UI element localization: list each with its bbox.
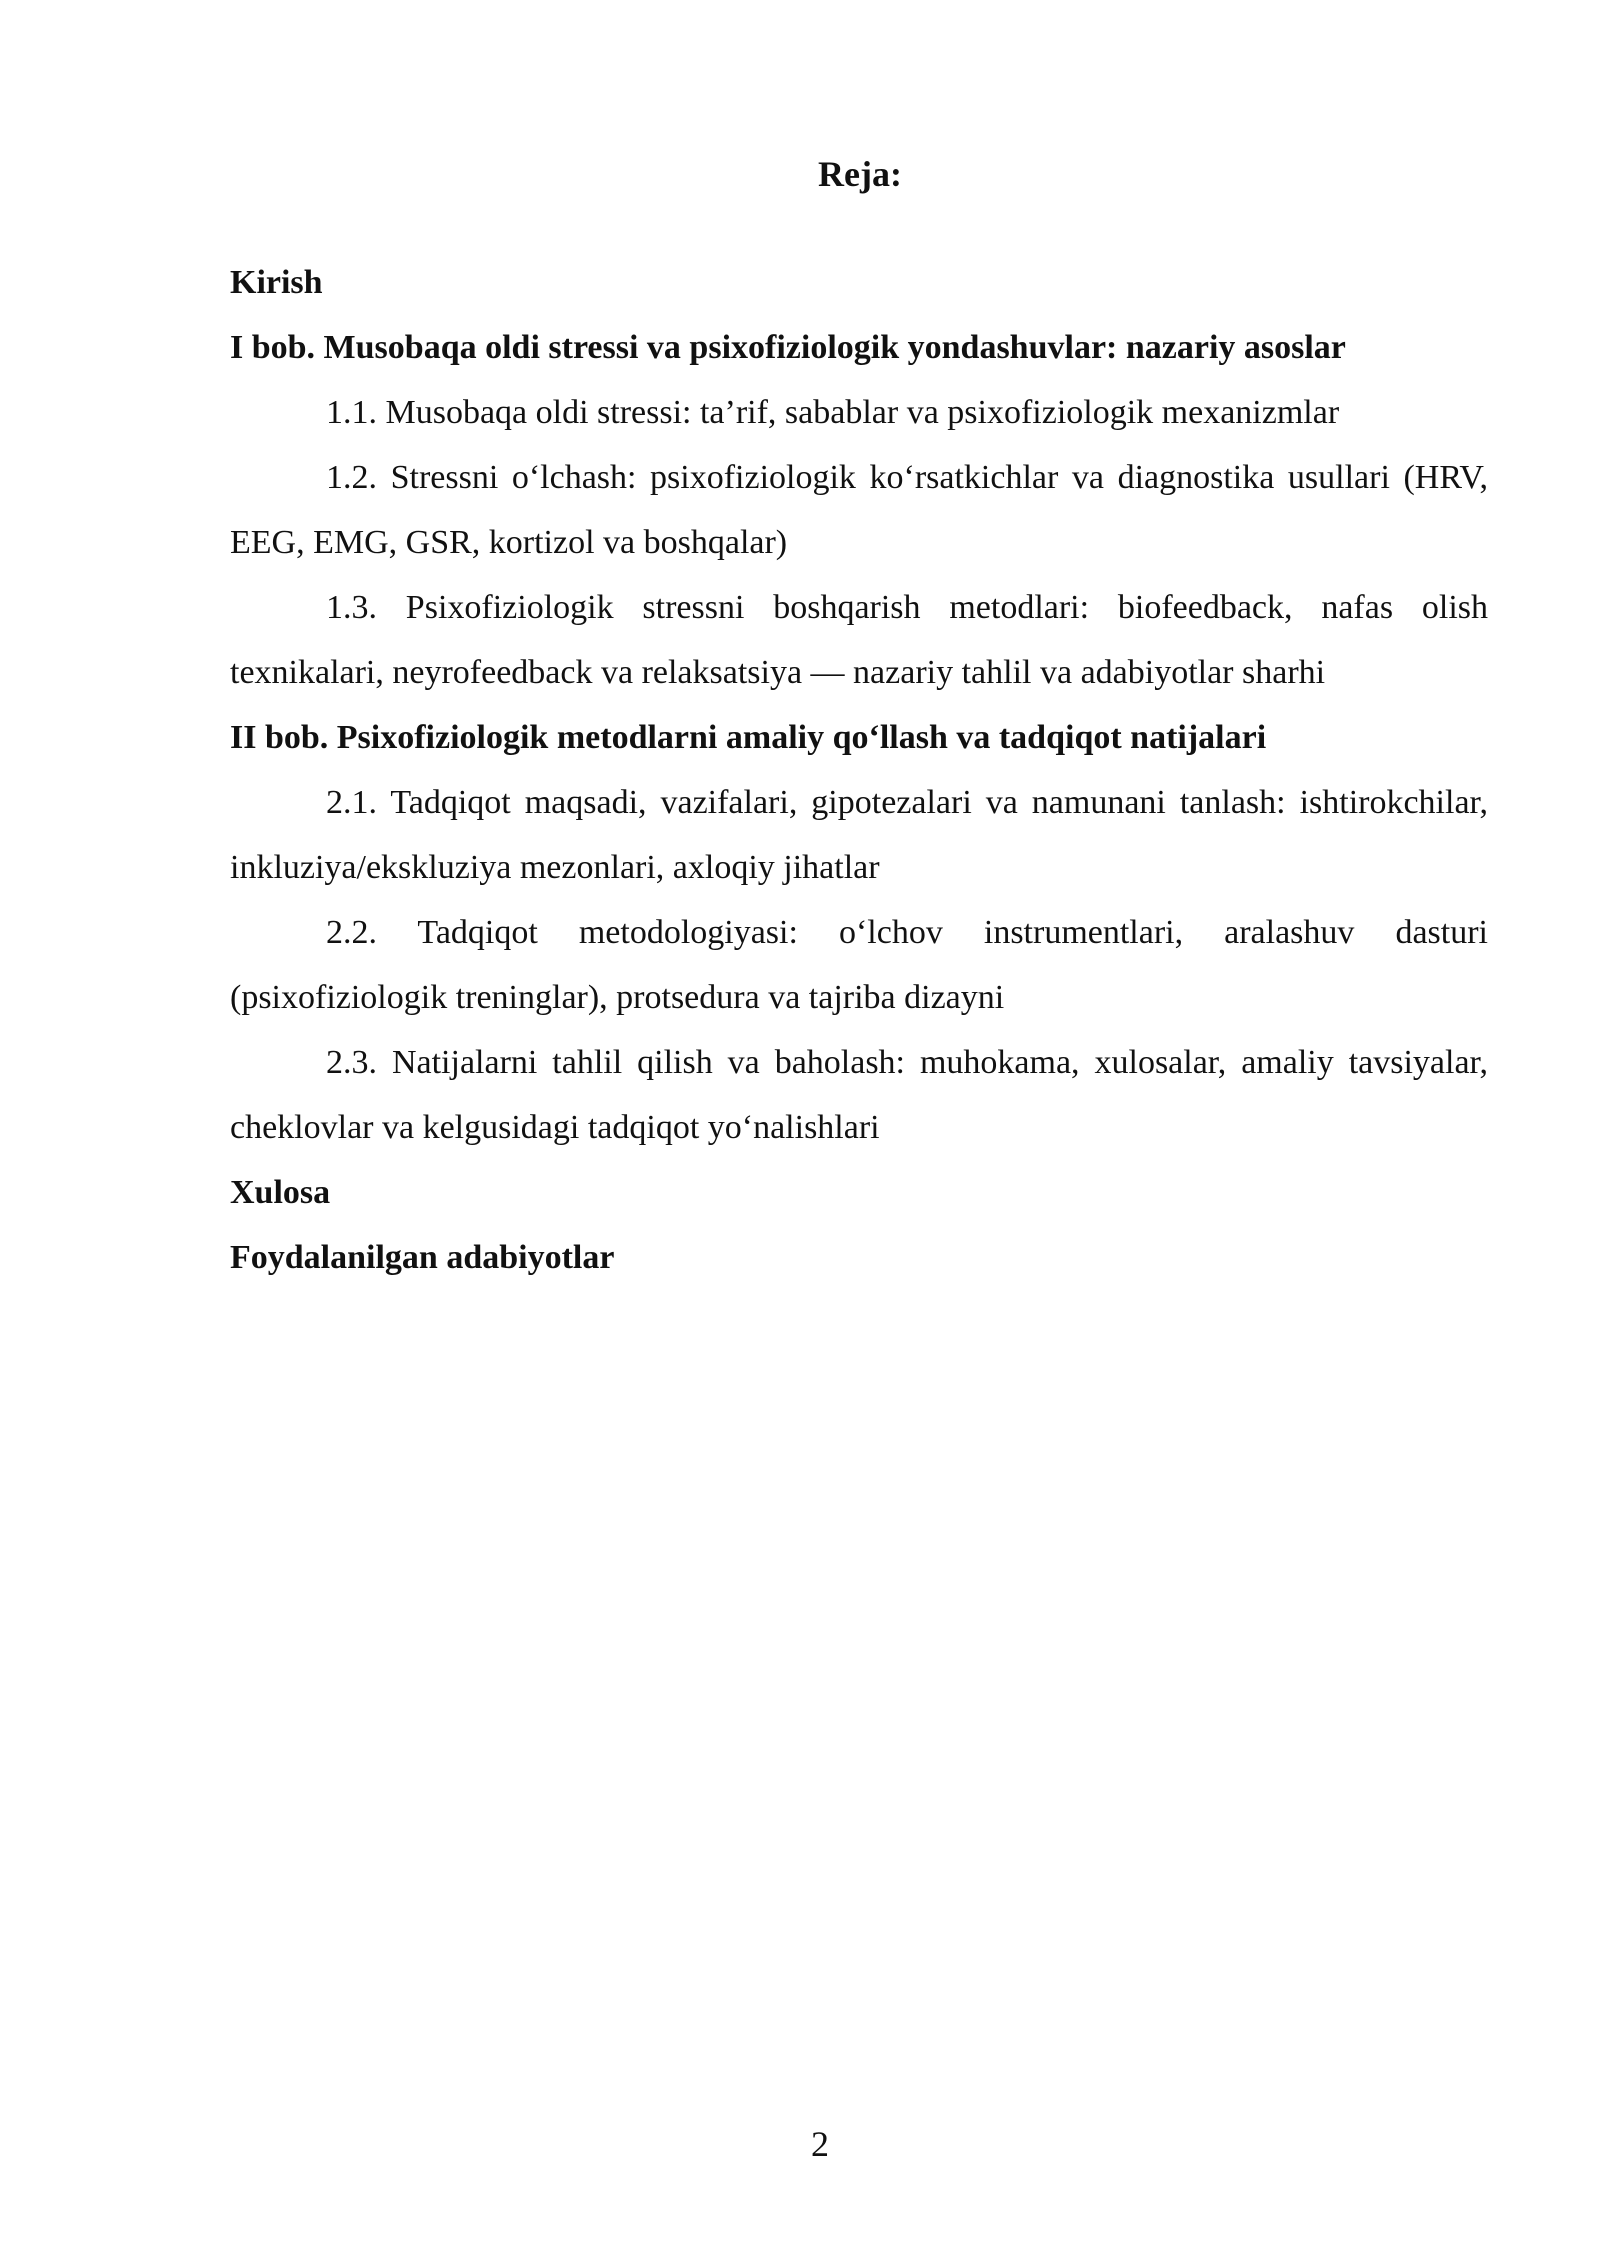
toc-item-2-3: 2.3. Natijalarni tahlil qilish va baholash: muhokama, xulosalar, amaliy tavsiyalar, cheklovlar va kelgusidagi tadqiqot yo‘nalishlari (230, 1044, 1488, 1146)
page-number (0, 2122, 1600, 2166)
toc-conclusion: Xulosa (230, 1174, 331, 1211)
toc-item-1-1: 1.1. Musobaqa oldi stressi: ta’rif, sabablar va psixofiziologik mexanizmlar (326, 394, 1340, 431)
toc-references: Foydalanilgan adabiyotlar (230, 1239, 615, 1276)
toc-item-2-2: 2.2. Tadqiqot metodologiyasi: o‘lchov instrumentlari, aralashuv dasturi (psixofiziologik treninglar), protsedura va tajriba dizayni (230, 914, 1488, 1016)
page-number-value: 2 (811, 2124, 829, 2164)
toc-chapter-2: II bob. Psixofiziologik metodlarni amaliy qo‘llash va tadqiqot natijalari (230, 719, 1267, 756)
toc-chapter-1: I bob. Musobaqa oldi stressi va psixofiziologik yondashuvlar: nazariy asoslar (230, 329, 1346, 366)
toc-item-1-3: 1.3. Psixofiziologik stressni boshqarish metodlari: biofeedback, nafas olish texnikalari, neyrofeedback va relaksatsiya — nazariy tahlil va adabiyotlar sharhi (230, 589, 1488, 691)
toc-intro: Kirish (230, 264, 323, 301)
table-of-contents (230, 250, 1488, 1290)
plan-title: Reja: (818, 154, 902, 194)
toc-item-1-2: 1.2. Stressni o‘lchash: psixofiziologik ko‘rsatkichlar va diagnostika usullari (HRV, EEG, EMG, GSR, kortizol va boshqalar) (230, 459, 1488, 561)
toc-item-2-1: 2.1. Tadqiqot maqsadi, vazifalari, gipotezalari va namunani tanlash: ishtirokchilar, inkluziya/ekskluziya mezonlari, axloqiy jihatlar (230, 784, 1488, 886)
